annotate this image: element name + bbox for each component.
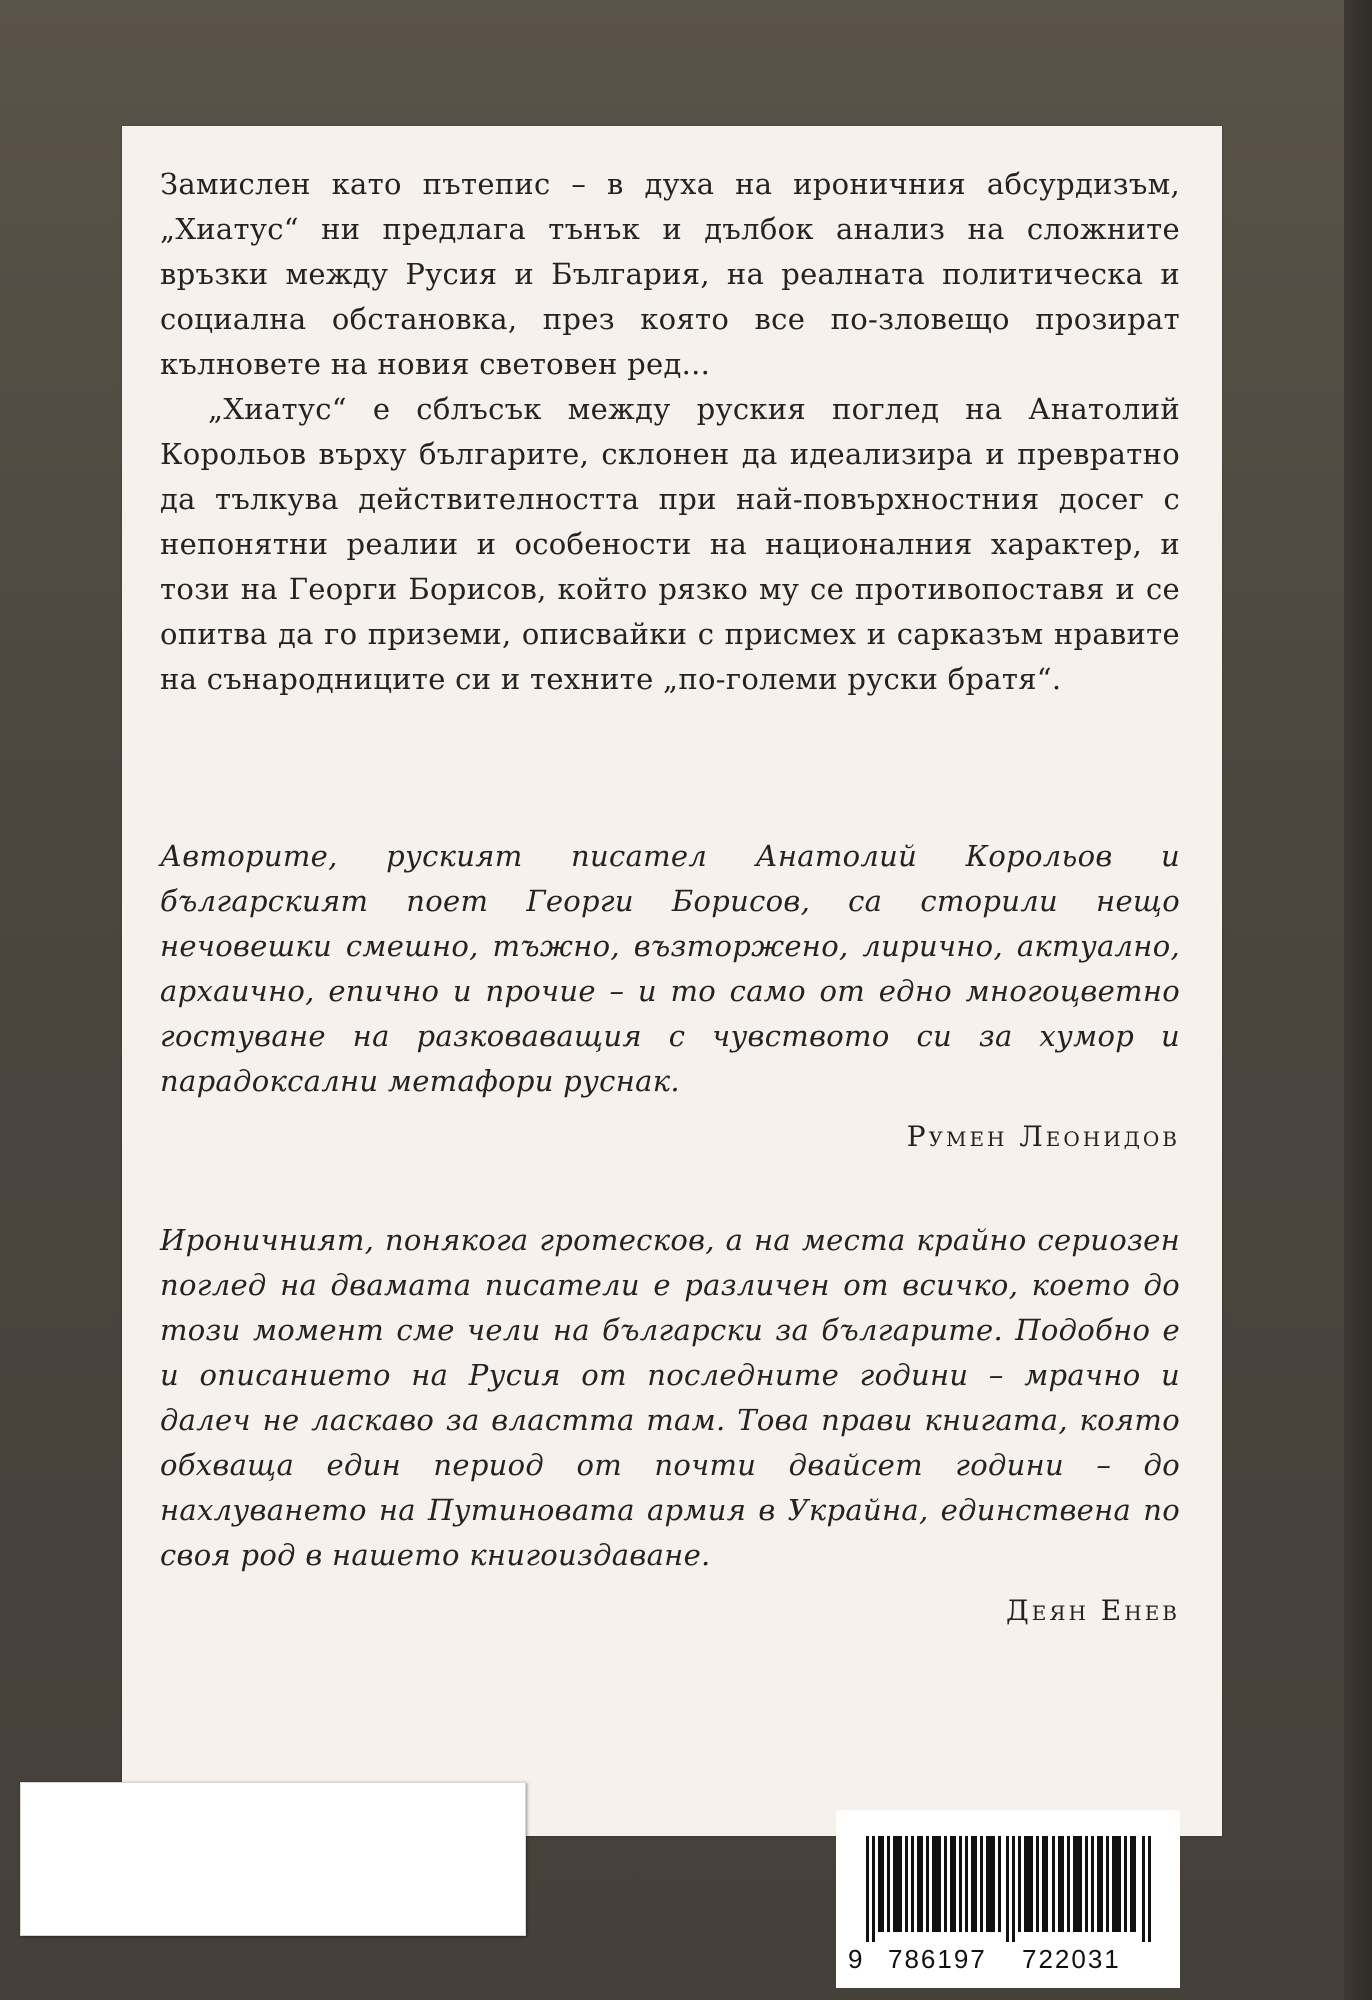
blurb-panel [122,126,1222,1836]
blank-label-sticker [20,1782,526,1936]
quote-text-2: Ироничният, понякога гротесков, а на места крайно сериозен поглед на двамата писатели е различен от всичко, което до този момент сме чели на български за българите. Подобно е и описанието на Русия от последните години – мрачно и далеч не ласкаво за властта там. Това прави книгата, която обхваща един период от почти двайсет години – до нахлуването на Путиновата армия в Украйна, единствена по своя род в нашето книгоиздаване. [160,1223,1180,1572]
barcode-bars-icon [866,1836,1156,1942]
barcode-first-digit: 9 [848,1944,863,1974]
description-paragraph-1: Замислен като пътепис – в духа на ироничния абсурдизъм, „Хиатус“ ни предлага тънък и дълбок анализ на сложните връзки между Русия и България, на реалната политическа и социална обстановка, през която все по-зловещо прозират кълновете на новия световен ред... [160,167,1180,381]
description-block [160,162,1180,702]
quote-block-2 [160,1218,1180,1627]
quote-text-1: Авторите, руският писател Анатолий Корольов и българският поет Георги Борисов, са сторили нещо нечовешки смешно, тъжно, възторжено, лирично, актуално, архаично, епично и прочие – и то само от едно многоцветно гостуване на разковаващия с чувството си за хумор и парадоксални метафори руснак. [160,839,1180,1098]
isbn-barcode [836,1810,1180,1988]
barcode-right-group: 722031 [1022,1944,1121,1974]
quote-author-2: Деян Енев [1005,1594,1180,1627]
quote-author-1: Румен Леонидов [906,1120,1180,1153]
description-paragraph-2: „Хиатус“ е сблъсък между руския поглед на Анатолий Корольов върху българите, склонен да идеализира и превратно да тълкува действителността при най-повърхностния досег с непонятни реалии и особености на националния характер, и този на Георги Борисов, който рязко му се противопоставя и се опитва да го приземи, описвайки с присмех и сарказъм нравите на сънародниците си и техните „по-големи руски братя“. [160,392,1180,696]
quote-block-1 [160,834,1180,1153]
barcode-digits [836,1944,1180,1980]
cover-spine-edge [1344,0,1372,2000]
barcode-left-group: 786197 [888,1944,987,1974]
